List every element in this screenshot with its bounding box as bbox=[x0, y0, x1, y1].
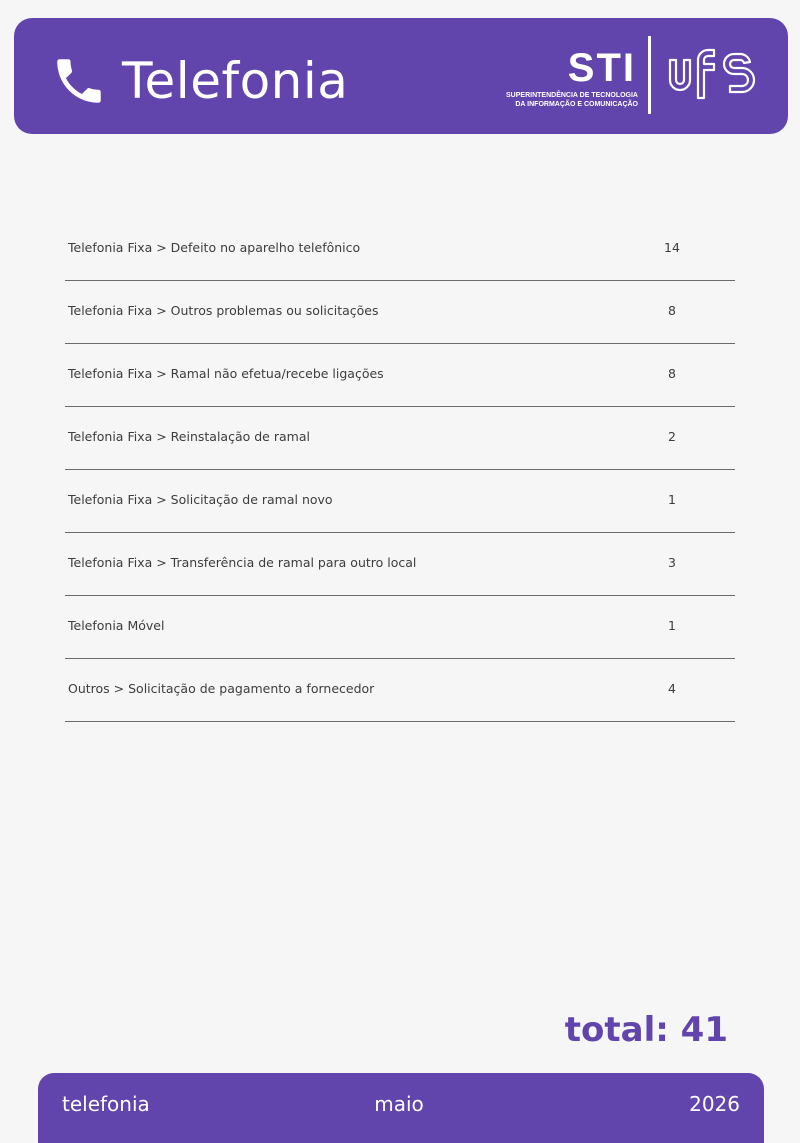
sti-logo-subtitle-1: SUPERINTENDÊNCIA DE TECNOLOGIA bbox=[506, 92, 638, 99]
footer-category: telefonia bbox=[62, 1092, 150, 1116]
table-row bbox=[65, 407, 735, 470]
sti-logo bbox=[488, 48, 638, 110]
page-footer bbox=[38, 1073, 764, 1143]
table-row bbox=[65, 470, 735, 533]
sti-logo-text: STI bbox=[567, 46, 636, 90]
page-header bbox=[14, 18, 788, 134]
table-row bbox=[65, 344, 735, 407]
row-count: 3 bbox=[668, 555, 676, 570]
row-label: Telefonia Fixa > Transferência de ramal para outro local bbox=[68, 555, 417, 570]
row-count: 8 bbox=[668, 303, 676, 318]
row-label: Telefonia Fixa > Defeito no aparelho telefônico bbox=[68, 240, 361, 255]
table-row bbox=[65, 659, 735, 722]
table-row bbox=[65, 533, 735, 596]
row-count: 8 bbox=[668, 366, 676, 381]
table-row bbox=[65, 218, 735, 281]
row-label: Telefonia Fixa > Outros problemas ou solicitações bbox=[68, 303, 379, 318]
table-row bbox=[65, 281, 735, 344]
row-label: Telefonia Fixa > Reinstalação de ramal bbox=[68, 429, 310, 444]
table-row bbox=[65, 596, 735, 659]
logo-divider bbox=[648, 36, 651, 114]
row-count: 14 bbox=[664, 240, 680, 255]
row-label: Telefonia Fixa > Solicitação de ramal novo bbox=[68, 492, 333, 507]
row-count: 4 bbox=[668, 681, 676, 696]
row-label: Telefonia Móvel bbox=[68, 618, 165, 633]
footer-year: 2026 bbox=[689, 1092, 740, 1116]
row-label: Outros > Solicitação de pagamento a fornecedor bbox=[68, 681, 375, 696]
row-count: 1 bbox=[668, 618, 676, 633]
phone-icon bbox=[50, 52, 108, 110]
ticket-table bbox=[65, 218, 735, 722]
ufs-logo bbox=[664, 38, 760, 114]
row-count: 1 bbox=[668, 492, 676, 507]
footer-month: maio bbox=[374, 1092, 424, 1116]
sti-logo-subtitle-2: DA INFORMAÇÃO E COMUNICAÇÃO bbox=[515, 101, 638, 108]
page-title: Telefonia bbox=[122, 52, 349, 110]
total-count: total: 41 bbox=[564, 1010, 728, 1050]
row-label: Telefonia Fixa > Ramal não efetua/recebe ligações bbox=[68, 366, 384, 381]
row-count: 2 bbox=[668, 429, 676, 444]
